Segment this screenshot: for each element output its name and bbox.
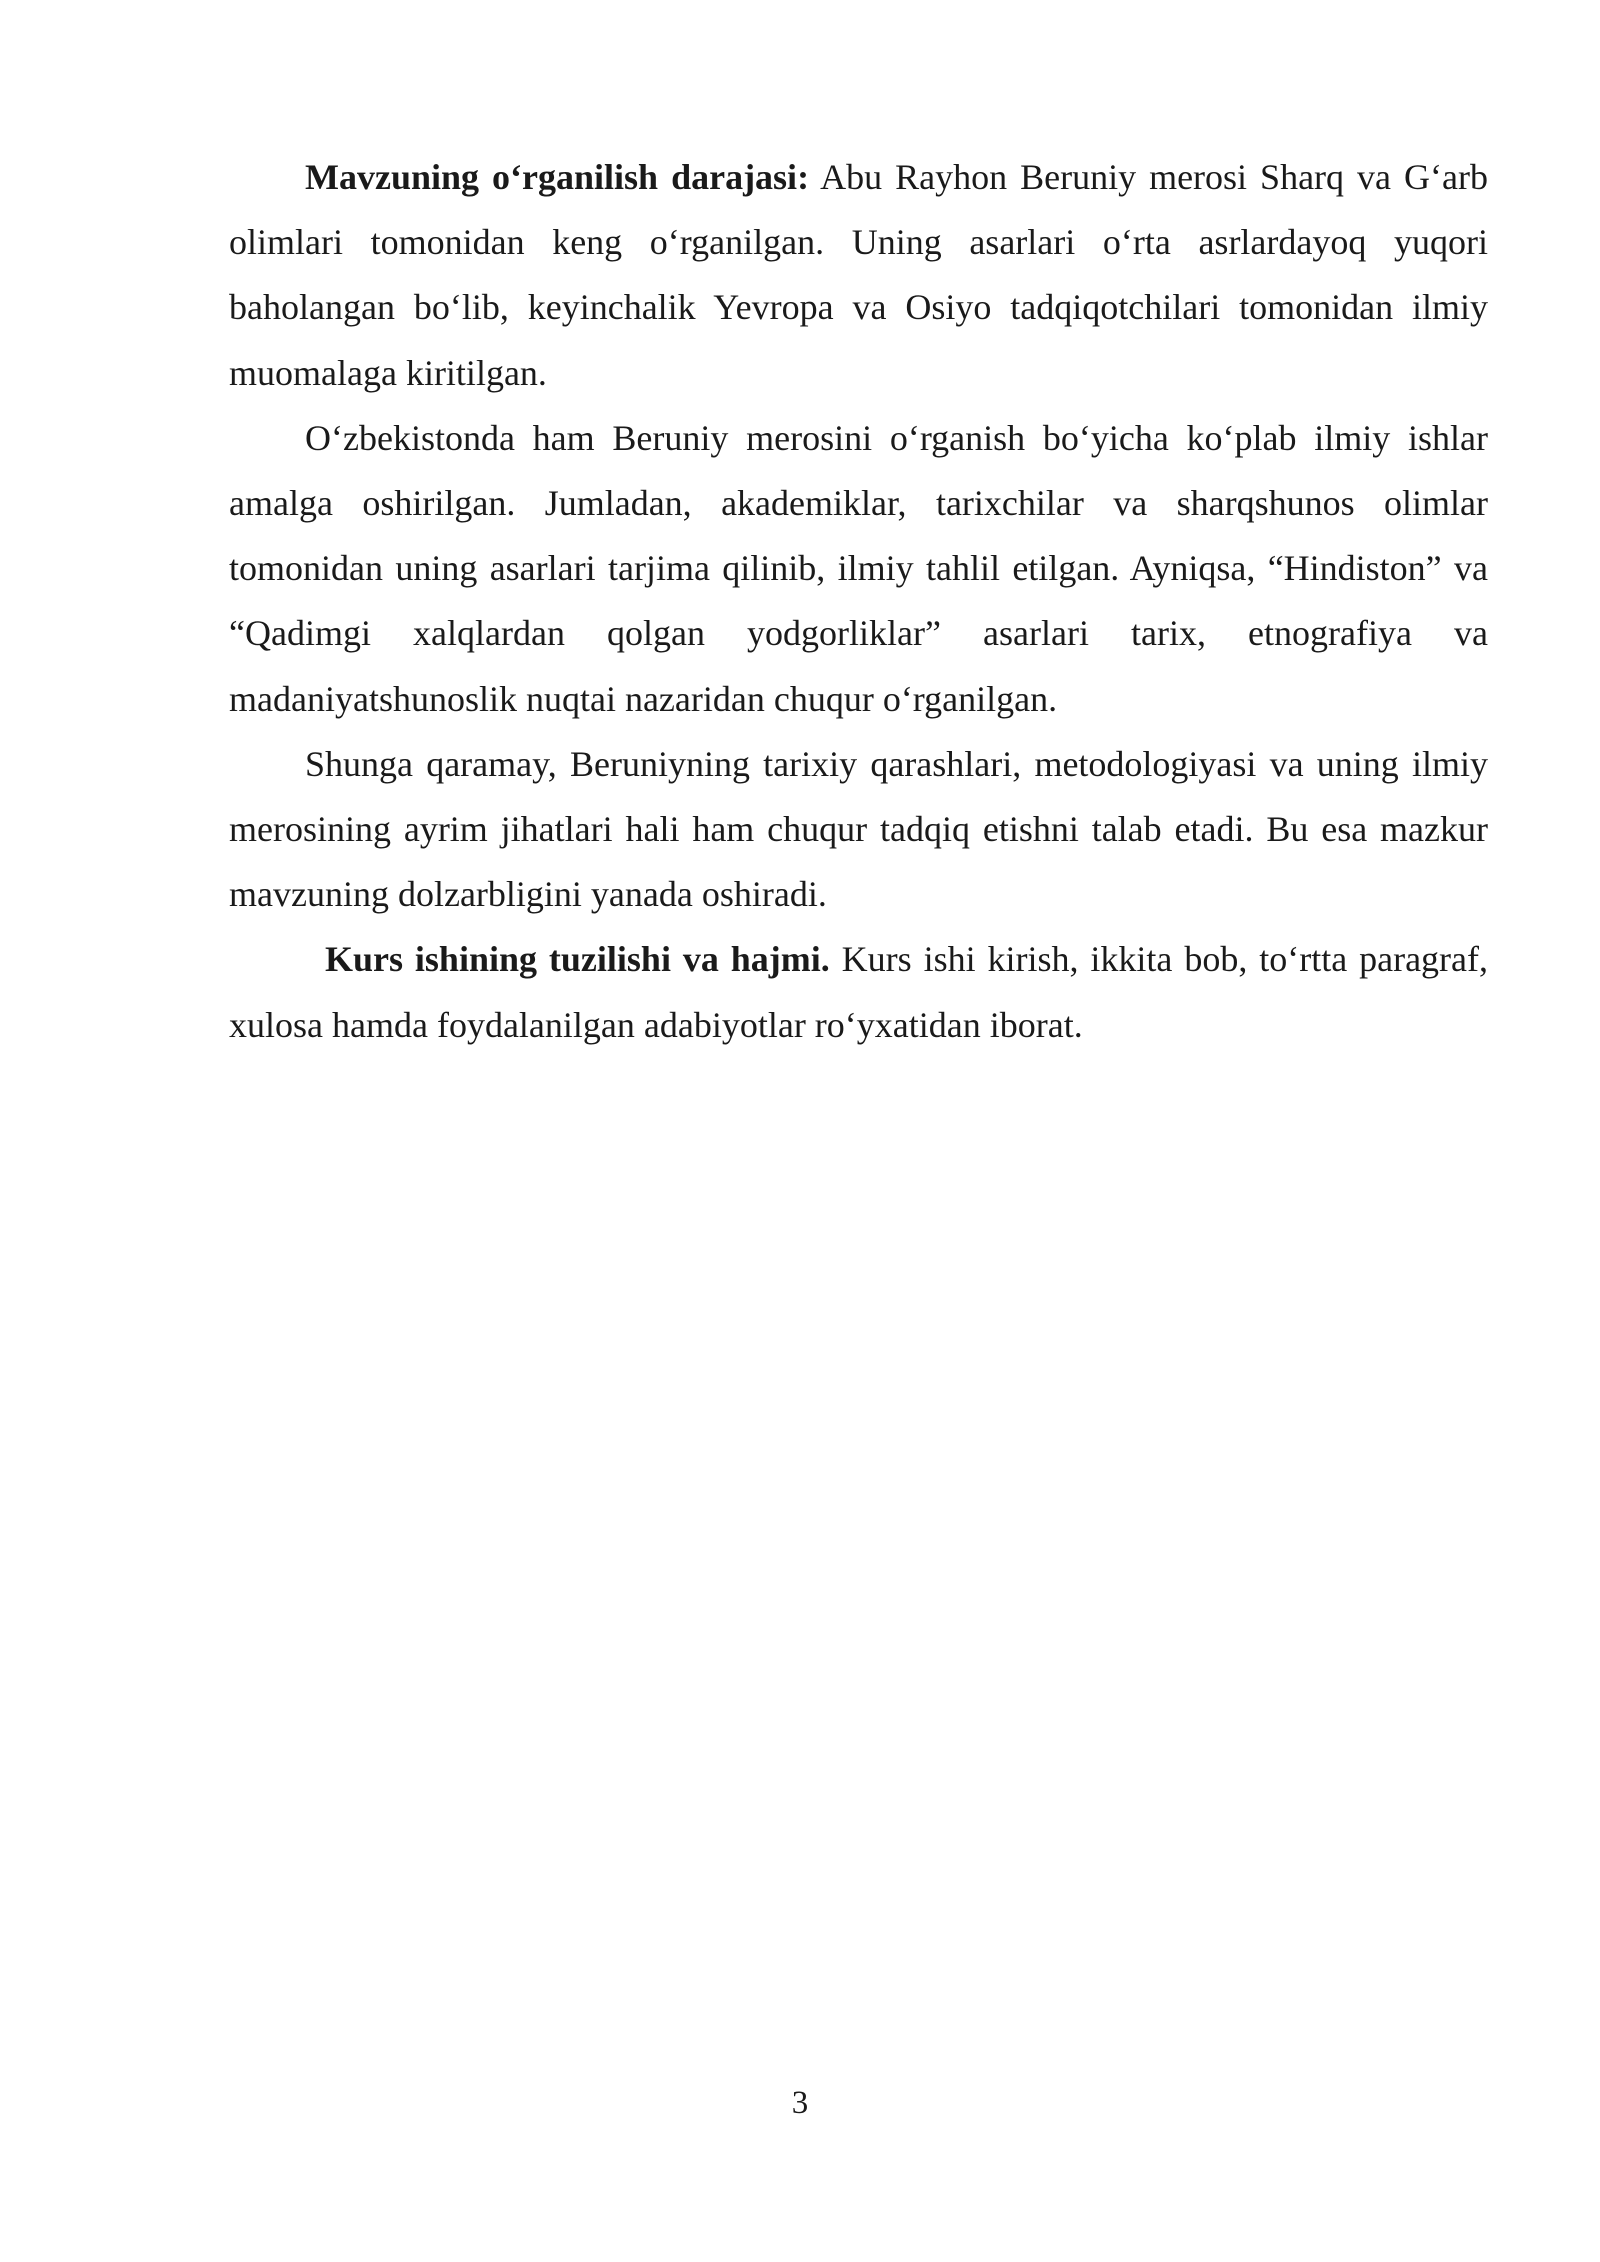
paragraph-text: Kurs ishi kirish, ikkita bob, to‘rtta paragraf, xulosa hamda foydalanilgan adabiyotlar ro‘yxatidan iborat. <box>229 939 1488 1045</box>
text-body <box>229 145 1488 1058</box>
paragraph-uzbekistan-research <box>229 406 1488 732</box>
paragraph-text: Shunga qaramay, Beruniyning tarixiy qarashlari, metodologiyasi va uning ilmiy merosining ayrim jihatlari hali ham chuqur tadqiq etishni talab etadi. Bu esa mazkur mavzuning dolzarbligini yanada oshiradi. <box>229 743 1488 915</box>
paragraph-structure <box>229 927 1488 1057</box>
paragraph-heading: Kurs ishining tuzilishi va hajmi. <box>325 939 830 980</box>
paragraph-text: O‘zbekistonda ham Beruniy merosini o‘rganish bo‘yicha ko‘plab ilmiy ishlar amalga oshirilgan. Jumladan, akademiklar, tarixchilar va sharqshunos olimlar tomonidan uning asarlari tarjima qilinib, ilmiy tahlil etilgan. Ayniqsa, “Hindiston” va “Qadimgi xalqlardan qolgan yodgorliklar” asarlari tarix, etnografiya va madaniyatshunoslik nuqtai nazaridan chuqur o‘rganilgan. <box>229 417 1488 719</box>
paragraph-study-level <box>229 145 1488 406</box>
paragraph-relevance <box>229 732 1488 928</box>
paragraph-text: Abu Rayhon Beruniy merosi Sharq va G‘arb olimlari tomonidan keng o‘rganilgan. Uning asarlari o‘rta asrlardayoq yuqori baholangan bo‘lib, keyinchalik Yevropa va Osiyo tadqiqotchilari tomonidan ilmiy muomalaga kiritilgan. <box>229 157 1488 393</box>
paragraph-heading: Mavzuning o‘rganilish darajasi: <box>305 157 810 197</box>
page-number: 3 <box>791 2085 809 2121</box>
